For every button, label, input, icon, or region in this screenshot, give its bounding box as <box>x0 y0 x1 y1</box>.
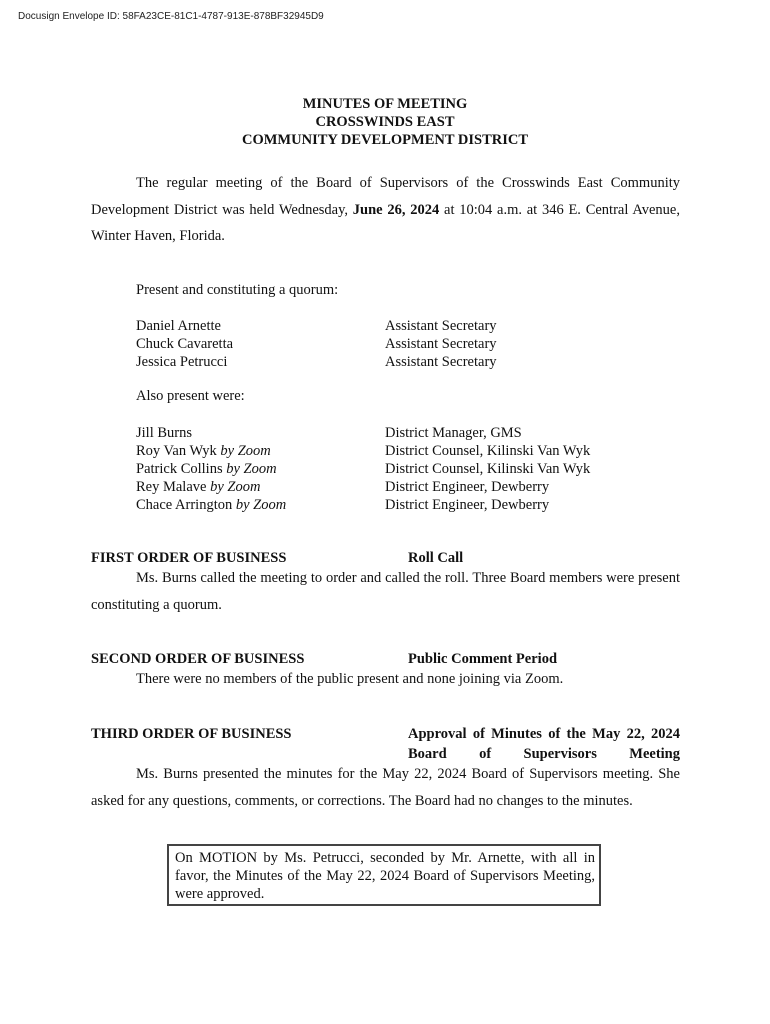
motion-box: On MOTION by Ms. Petrucci, seconded by Mr. Arnette, with all in favor, the Minutes of the May 22, 2024 Board of Supervisors Meeting, were approved. <box>167 844 601 906</box>
envelope-id: Docusign Envelope ID: 58FA23CE-81C1-4787-913E-878BF32945D9 <box>18 11 324 22</box>
attendee-name: Patrick Collins by Zoom <box>136 461 277 477</box>
attendance-note: by Zoom <box>220 443 271 459</box>
attendee-role: District Manager, GMS <box>385 425 522 441</box>
member-role: Assistant Secretary <box>385 336 497 352</box>
quorum-member <box>136 335 696 353</box>
member-name: Daniel Arnette <box>136 318 221 334</box>
second-order-text: There were no members of the public present and none joining via Zoom. <box>136 671 564 687</box>
member-role: Assistant Secretary <box>385 354 497 370</box>
third-order-text: Ms. Burns presented the minutes for the May 22, 2024 Board of Supervisors meeting. She asked for any questions, comments, or corrections. The Board had no changes to the minutes. <box>91 766 680 809</box>
member-name: Chuck Cavaretta <box>136 336 234 352</box>
quorum-list <box>136 317 696 371</box>
meeting-date: June 26, 2024 <box>352 201 440 218</box>
title-line-2: CROSSWINDS EAST <box>315 114 455 130</box>
attendee-name: Rey Malave by Zoom <box>136 479 261 495</box>
intro-paragraph <box>91 170 680 250</box>
order-topic: Approval of Minutes of the May 22, 2024 Board of Supervisors Meeting <box>408 726 680 762</box>
first-order-text: Ms. Burns called the meeting to order and called the roll. Three Board members were present constituting a quorum. <box>91 570 680 613</box>
attendee-name: Roy Van Wyk by Zoom <box>136 443 271 459</box>
title-line-3: COMMUNITY DEVELOPMENT DISTRICT <box>242 132 528 148</box>
attendance-note: by Zoom <box>226 461 277 477</box>
order-topic: Public Comment Period <box>408 651 558 667</box>
member-role: Assistant Secretary <box>385 318 497 334</box>
quorum-member <box>136 317 696 335</box>
attendee-role: District Engineer, Dewberry <box>385 497 550 513</box>
attendee <box>136 460 696 478</box>
order-number: SECOND ORDER OF BUSINESS <box>91 651 305 667</box>
also-present-list <box>136 424 696 514</box>
attendee-role: District Counsel, Kilinski Van Wyk <box>385 461 591 477</box>
attendance-note: by Zoom <box>235 497 287 513</box>
quorum-member <box>136 353 696 371</box>
order-number: THIRD ORDER OF BUSINESS <box>91 726 292 742</box>
document-title <box>0 95 770 149</box>
title-line-1: MINUTES OF MEETING <box>302 96 468 112</box>
order-number: FIRST ORDER OF BUSINESS <box>91 550 287 566</box>
attendance-note: by Zoom <box>210 479 261 495</box>
intro-text-after: at 10:04 a.m. at 346 E. Central Avenue, Winter Haven, Florida. <box>91 201 680 244</box>
intro-text-before: The regular meeting of the Board of Supervisors of the Crosswinds East Community Development District was held Wednesday, <box>91 175 680 218</box>
quorum-label: Present and constituting a quorum: <box>136 282 339 298</box>
order-topic: Roll Call <box>408 550 464 566</box>
attendee-role: District Counsel, Kilinski Van Wyk <box>385 443 591 459</box>
member-name: Jessica Petrucci <box>136 354 228 370</box>
attendee <box>136 442 696 460</box>
attendee <box>136 424 696 442</box>
attendee-name: Jill Burns <box>136 425 192 441</box>
attendee-role: District Engineer, Dewberry <box>385 479 550 495</box>
attendee <box>136 478 696 496</box>
attendee-name: Chace Arrington by Zoom <box>136 497 287 513</box>
attendee <box>136 496 696 514</box>
also-present-label: Also present were: <box>136 388 245 404</box>
